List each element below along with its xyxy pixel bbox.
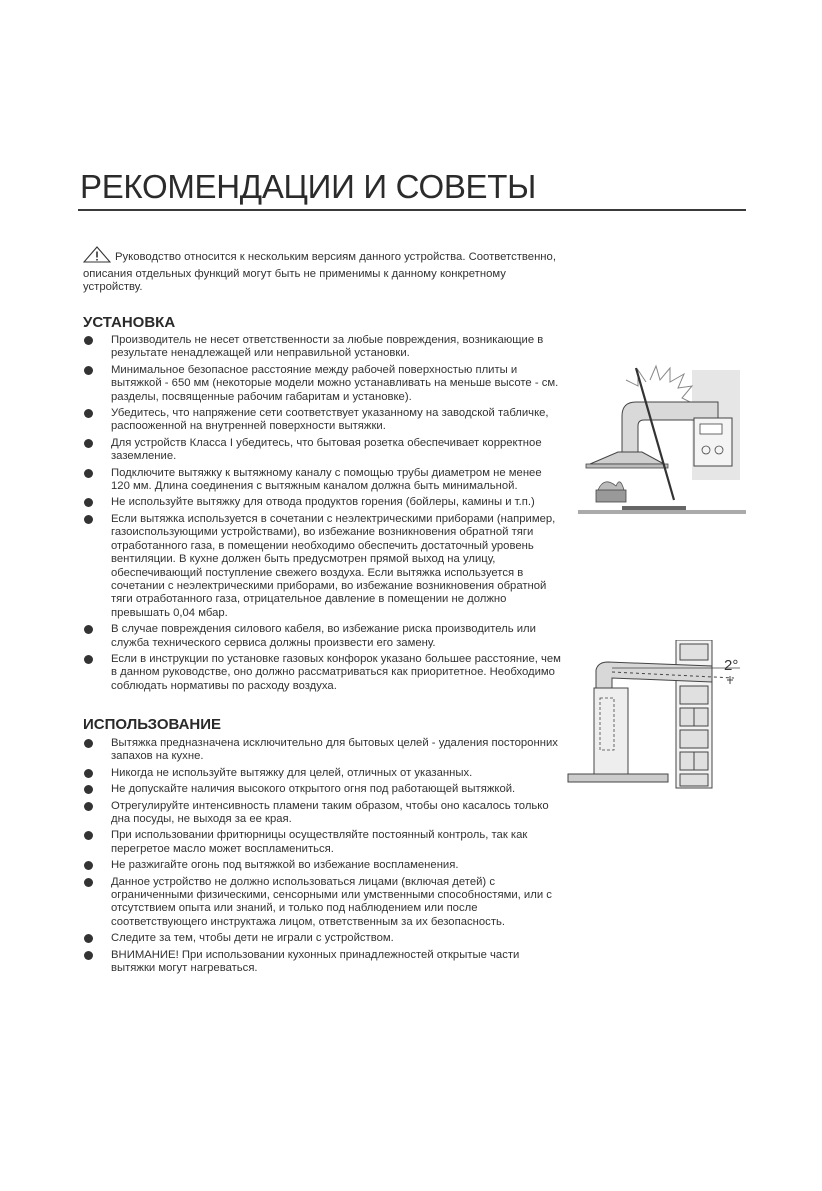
bullet-dot-icon: [84, 785, 93, 794]
installation-item-text: Минимальное безопасное расстояние между рабочей поверхностью плиты и вытяжкой - 650 мм (некоторые модели можно устанавливать на меньше высоте - см. разделы, посвященные рабочим габаритам и установке).: [111, 363, 559, 403]
usage-item-text: Вытяжка предназначена исключительно для бытовых целей - удаления посторонних запахов на кухне.: [111, 737, 558, 763]
title-rule: [78, 209, 746, 211]
usage-heading: ИСПОЛЬЗОВАНИЕ: [83, 716, 222, 733]
usage-item: [83, 876, 563, 930]
bullet-dot-icon: [84, 951, 93, 960]
bullet-dot-icon: [84, 366, 93, 375]
bullet-dot-icon: [84, 861, 93, 870]
warning-triangle-icon: [83, 246, 111, 268]
duct-slope-illustration: [564, 640, 754, 795]
bullet-dot-icon: [84, 336, 93, 345]
usage-item: [83, 859, 563, 872]
installation-item: [83, 407, 563, 434]
bullet-dot-icon: [84, 409, 93, 418]
installation-item: [83, 623, 563, 650]
usage-item-text: Следите за тем, чтобы дети не играли с устройством.: [111, 932, 394, 945]
bullet-dot-icon: [84, 625, 93, 634]
usage-item-text: Данное устройство не должно использоваться лицами (включая детей) с ограниченными физическими, сенсорными или умственными способностями, или с отсутствием опыта или знаний, и только под наблюдением или после соответствующего инструктажа лицом, ответственным за их безопасность.: [111, 875, 552, 928]
usage-item: [83, 829, 563, 856]
usage-item-text: Отрегулируйте интенсивность пламени таким образом, чтобы оно касалось только дна посуды, не выходя за ее края.: [111, 799, 549, 826]
usage-item: [83, 783, 563, 796]
installation-item-text: Не используйте вытяжку для отвода продуктов горения (бойлеры, камины и т.п.): [111, 496, 535, 509]
usage-item-text: Не допускайте наличия высокого открытого огня под работающей вытяжкой.: [111, 783, 516, 796]
bullet-dot-icon: [84, 655, 93, 664]
bullet-dot-icon: [84, 739, 93, 748]
installation-item-text: Если в инструкции по установке газовых конфорок указано большее расстояние, чем в данном руководстве, оно должно рассматриваться как приоритетное. Необходимо соблюдать нормативы по расходу воздуха.: [111, 652, 561, 692]
notice: [83, 246, 563, 295]
bullet-dot-icon: [84, 878, 93, 887]
bullet-dot-icon: [84, 469, 93, 478]
usage-list: [83, 737, 563, 979]
bullet-dot-icon: [84, 831, 93, 840]
installation-item-text: Производитель не несет ответственности за любые повреждения, возникающие в результате ненадлежащей или неправильной установки.: [111, 334, 544, 360]
angle-label: 2°: [724, 657, 739, 674]
installation-item: [83, 364, 563, 404]
usage-item-text: Не разжигайте огонь под вытяжкой во избежание воспламенения.: [111, 859, 459, 872]
bullet-dot-icon: [84, 769, 93, 778]
installation-item-text: Подключите вытяжку к вытяжному каналу с помощью трубы диаметром не менее 120 мм. Длина соединения с вытяжным каналом должна быть минимальной.: [111, 466, 542, 493]
installation-item: [83, 496, 563, 509]
installation-item-text: Для устройств Класса I убедитесь, что бытовая розетка обеспечивает корректное заземление.: [111, 436, 542, 463]
usage-item: [83, 949, 563, 976]
installation-item-text: Если вытяжка используется в сочетании с неэлектрическими приборами (например, газоиспользующими устройствами), во избежание возникновения обратной тяги отработанного газа, в помещении необходимо обеспечить достаточный уровень вентиляции. В кухне должен быть предусмотрен прямой выход на улицу, обеспечивающий поступление свежего воздуха. Если вытяжка используется в сочетании с неэлектрическими приборами, во избежание возникновения обратной тяги отработанного газа, отрицательное давление в помещении не должно превышать 0,04 мбар.: [111, 512, 556, 619]
usage-item-text: ВНИМАНИЕ! При использовании кухонных принадлежностей открытые части вытяжки могут нагреваться.: [111, 948, 520, 975]
installation-heading: УСТАНОВКА: [83, 314, 176, 331]
usage-item-text: Никогда не используйте вытяжку для целей, отличных от указанных.: [111, 766, 473, 779]
installation-list: [83, 334, 563, 696]
installation-item: [83, 653, 563, 693]
usage-item: [83, 767, 563, 780]
usage-item: [83, 737, 563, 764]
usage-item-text: При использовании фритюрницы осуществляйте постоянный контроль, так как перегретое масло может воспламениться.: [111, 829, 528, 855]
bullet-dot-icon: [84, 802, 93, 811]
page-title: РЕКОМЕНДАЦИИ И СОВЕТЫ: [80, 168, 537, 205]
installation-item: [83, 467, 563, 494]
installation-item: [83, 334, 563, 361]
bullet-dot-icon: [84, 934, 93, 943]
hood-no-flue-illustration: [572, 360, 752, 525]
usage-item: [83, 800, 563, 827]
installation-item-text: В случае повреждения силового кабеля, во избежание риска производитель или служба технического сервиса должны произвести его замену.: [111, 623, 536, 649]
installation-item-text: Убедитесь, что напряжение сети соответствует указанному на заводской табличке, распооженной на внутренней поверхности вытяжки.: [111, 407, 549, 433]
usage-item: [83, 932, 563, 945]
installation-item: [83, 513, 563, 620]
bullet-dot-icon: [84, 515, 93, 524]
bullet-dot-icon: [84, 498, 93, 507]
notice-text: Руководство относится к нескольким версиям данного устройства. Соответственно, описания отдельных функций могут быть не применимы к данному конкретному устройству.: [83, 251, 556, 293]
installation-item: [83, 437, 563, 464]
bullet-dot-icon: [84, 439, 93, 448]
